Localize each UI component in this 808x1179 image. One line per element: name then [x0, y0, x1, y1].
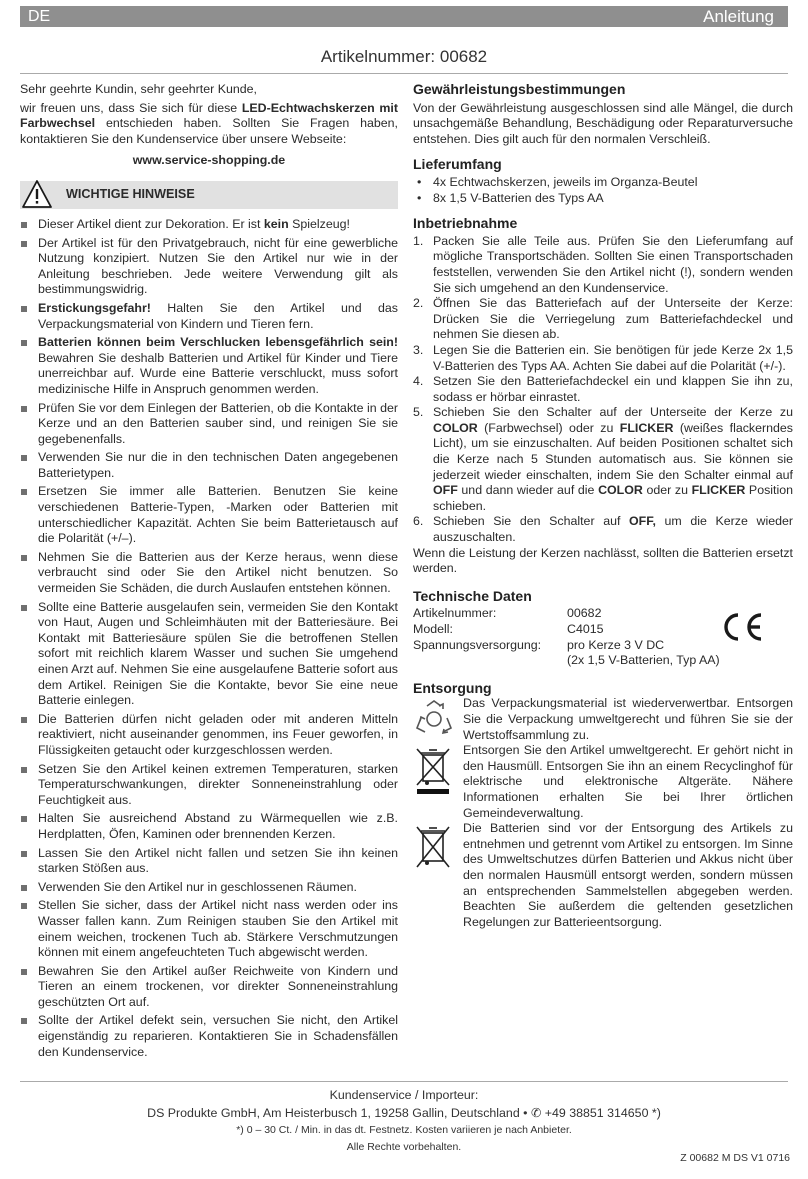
document-code: Z 00682 M DS V1 0716: [680, 1152, 790, 1164]
battery-bin-icon: [413, 823, 453, 871]
setup-step: 4. Setzen Sie den Batteriefachdeckel ein und klappen Sie ihn zu, sodass er hörbar einrastet.: [413, 374, 793, 404]
ce-mark-icon: [721, 611, 765, 643]
article-number-title: Artikelnummer: 00682: [320, 47, 488, 66]
setup-heading: Inbetriebnahme: [413, 215, 518, 232]
scope-section: [413, 157, 793, 206]
setup-section: [413, 216, 793, 577]
list-item: Verwenden Sie den Artikel nur in geschlossenen Räumen.: [20, 880, 398, 896]
left-column: [20, 82, 398, 1063]
divider: [20, 1081, 788, 1082]
table-row: Artikelnummer: 00682: [413, 606, 602, 621]
header-bar: [20, 6, 788, 27]
website-link[interactable]: www.service-shopping.de: [132, 153, 286, 168]
table-row: Modell: C4015: [413, 622, 604, 636]
list-item: Bewahren Sie den Artikel außer Reichweite von Kindern und Tieren an einem trockenen, vor direkter Sonneneinstrahlung geschützten Ort auf.: [20, 964, 398, 1011]
list-item: Batterien können beim Verschlucken lebensgefährlich sein! Bewahren Sie deshalb Batterien und Artikel für Kinder und Tiere unerreichbar auf. Wurde eine Batterie verschluckt, muss sofort medizinische Hilfe in Anspruch genommen werden.: [20, 335, 398, 397]
setup-step: 3. Legen Sie die Batterien ein. Sie benötigen für jede Kerze 2x 1,5 V-Batterien des Typs AA. Achten Sie dabei auf die Polarität (+/-).: [413, 342, 793, 373]
list-item: Verwenden Sie nur die in den technischen Daten angegebenen Batterietypen.: [20, 450, 398, 481]
warning-title: WICHTIGE HINWEISE: [66, 187, 195, 202]
tech-table: [413, 606, 720, 668]
setup-note: Wenn die Leistung der Kerzen nachlässt, sollten die Batterien ersetzt werden.: [413, 545, 793, 576]
divider: [20, 73, 788, 74]
list-item: Ersetzen Sie immer alle Batterien. Benutzen Sie keine verschiedenen Batterie-Typen, -Marken oder Batterien mit unterschiedlicher Kapazität. Achten Sie beim Batterietausch auf die Polarität (+/–).: [20, 484, 398, 546]
warranty-heading: Gewährleistungsbestimmungen: [413, 81, 626, 97]
disposal-packaging: Das Verpackungsmaterial ist wiederverwertbar. Entsorgen Sie die Verpackung umweltgerecht und führen Sie sie der Wertstoffsammlung zu.: [413, 696, 793, 743]
footer-cost-note: *) 0 – 30 Ct. / Min. in das dt. Festnetz. Kosten variieren je nach Anbieter.: [236, 1124, 572, 1136]
recycling-icon: [413, 698, 455, 738]
scope-heading: Lieferumfang: [413, 156, 502, 173]
footer-service-label: Kundenservice / Importeur:: [329, 1088, 479, 1102]
list-item: Halten Sie ausreichend Abstand zu Wärmequellen wie z.B. Herdplatten, Öfen, Kaminen oder brennenden Kerzen.: [20, 811, 398, 842]
list-item: Der Artikel ist für den Privatgebrauch, nicht für eine gewerbliche Nutzung konzipiert. Nutzen Sie den Artikel nur wie in der Anleitung beschrieben. Jede weitere Verwendung gilt als bestimmungswidrig.: [20, 236, 398, 298]
table-row: Spannungsversorgung: pro Kerze 3 V DC (2x 1,5 V-Batterien, Typ AA): [413, 637, 720, 668]
list-item: Stellen Sie sicher, dass der Artikel nicht nass werden oder ins Wasser fallen kann. Zum Reinigen stauben Sie den Artikel mit einem weichen, trockenen Tuch ab. Stärkere Verschmutzungen können mit einem angefeuchteten Tuch abgewischt werden.: [20, 898, 398, 960]
footer-rights: Alle Rechte vorbehalten.: [346, 1141, 462, 1153]
language-label: DE: [28, 8, 51, 25]
document-type: Anleitung: [703, 7, 774, 26]
list-item: Setzen Sie den Artikel keinen extremen Temperaturen, starken Temperaturschwankungen, direkter Sonneneinstrahlung oder Feuchtigkeit aus.: [20, 762, 398, 809]
greeting: Sehr geehrte Kundin, sehr geehrter Kunde,: [20, 82, 257, 96]
disposal-device: Entsorgen Sie den Artikel umweltgerecht. Er gehört nicht in den Hausmüll. Entsorgen Sie ihn an einem Recyclinghof für elektrische und elektronische Altgeräte. Nähere Informationen erhalten Sie bei Ihrer örtlichen Gemeindeverwaltung.: [413, 743, 793, 821]
setup-step: 2. Öffnen Sie das Batteriefach auf der Unterseite der Kerze: Drücken Sie die Verriegelung zum Batteriefachdeckel und nehmen Sie diesen ab.: [413, 296, 793, 342]
tech-section: [413, 589, 793, 669]
tech-heading: Technische Daten: [413, 587, 532, 604]
list-item: Dieser Artikel dient zur Dekoration. Er ist kein Spielzeug!: [20, 217, 398, 233]
setup-step: 1. Packen Sie alle Teile aus. Prüfen Sie den Lieferumfang auf mögliche Transportschäden. Sollten Sie einen Transportschaden feststellen, verwenden Sie den Artikel nicht (!), sondern wenden Sie sich umgehend an den Kundenservice.: [413, 233, 793, 295]
warranty-text: Von der Gewährleistung ausgeschlossen sind alle Mängel, die durch unsachgemäße Behandlung, Beschädigung oder Reparaturversuche entstehen. Dies gilt auch für den normalen Verschleiß.: [413, 100, 793, 146]
list-item: Die Batterien dürfen nicht geladen oder mit anderen Mitteln reaktiviert, nicht auseinander genommen, ins Feuer geworfen, in Flüssigkeiten getaucht oder kurzgeschlossen werden.: [20, 712, 398, 759]
list-item: Erstickungsgefahr! Halten Sie den Artikel und das Verpackungsmaterial von Kindern und Tieren fern.: [20, 301, 398, 332]
list-item: • 4x Echtwachskerzen, jeweils im Organza-Beutel: [417, 174, 698, 189]
list-item: Prüfen Sie vor dem Einlegen der Batterien, ob die Kontakte in der Kerze und an den Batterien sauber sind, und reinigen Sie sie gegebenenfalls.: [20, 401, 398, 448]
footer-address: DS Produkte GmbH, Am Heisterbusch 1, 19258 Gallin, Deutschland • ✆ +49 38851 314650 *): [147, 1106, 661, 1120]
right-column: [413, 82, 793, 930]
list-item: Sollte der Artikel defekt sein, versuchen Sie nicht, den Artikel eigenständig zu reparieren. Kontaktieren Sie in Schadensfällen den Kundenservice.: [20, 1013, 398, 1060]
list-item: Sollte eine Batterie ausgelaufen sein, vermeiden Sie den Kontakt von Haut, Augen und Schleimhäuten mit der Batteriesäure. Bei Kontakt mit Batteriesäure spülen Sie die betroffenen Stellen sofort mit reichlich klarem Wasser und suchen Sie umgehend einen Arzt auf. Nehmen Sie eine ausgelaufene Batterie sofort aus dem Artikel. Reinigen Sie die Kontakte, bevor Sie eine neue Batterie einlegen.: [20, 600, 398, 709]
crossed-bin-icon: [413, 745, 453, 795]
warranty-section: [413, 82, 793, 147]
list-item: Nehmen Sie die Batterien aus der Kerze heraus, wenn diese verbraucht sind oder Sie den Artikel nicht benutzen. So vermeiden Sie Schäden, die durch Auslaufen entstehen können.: [20, 550, 398, 597]
disposal-batteries: Die Batterien sind vor der Entsorgung des Artikels zu entnehmen und getrennt vom Artikel zu entsorgen. Im Sinne des Umweltschutzes dürfen Batterien und Akkus nicht über den normalen Hausmüll entsorgt werden, sondern müssen an entsprechenden Sammelstellen abgegeben werden. Beachten Sie außerdem die geltenden gesetzlichen Regelungen zur Batterieentsorgung.: [413, 821, 793, 930]
list-item: • 8x 1,5 V-Batterien des Typs AA: [417, 190, 604, 205]
warning-icon: [21, 178, 53, 210]
list-item: Lassen Sie den Artikel nicht fallen und setzen Sie ihn keinen starken Stößen aus.: [20, 846, 398, 877]
setup-step: 5. Schieben Sie den Schalter auf der Unterseite der Kerze zu COLOR (Farbwechsel) oder zu FLICKER (weißes flackerndes Licht), um sie einzuschalten. Auf beiden Positionen schaltet sich die Kerze nach 5 Stunden automatisch aus. Sie können sie jederzeit wieder einschalten, indem Sie den Schalter einmal auf OFF und dann wieder auf die COLOR oder zu FLICKER Position schieben.: [413, 405, 794, 513]
warning-header: [20, 181, 398, 209]
warning-list: [20, 217, 398, 1060]
intro-text: wir freuen uns, dass Sie sich für diese LED-Echtwachskerzen mit Farbwechsel entschieden haben. Sollten Sie Fragen haben, kontaktieren Sie den Kundenservice über unsere Webseite:: [20, 100, 398, 146]
disposal-heading: Entsorgung: [413, 679, 492, 696]
disposal-section: [413, 681, 793, 931]
setup-step: 6. Schieben Sie den Schalter auf OFF, um die Kerze wieder auszuschalten.: [413, 514, 793, 545]
